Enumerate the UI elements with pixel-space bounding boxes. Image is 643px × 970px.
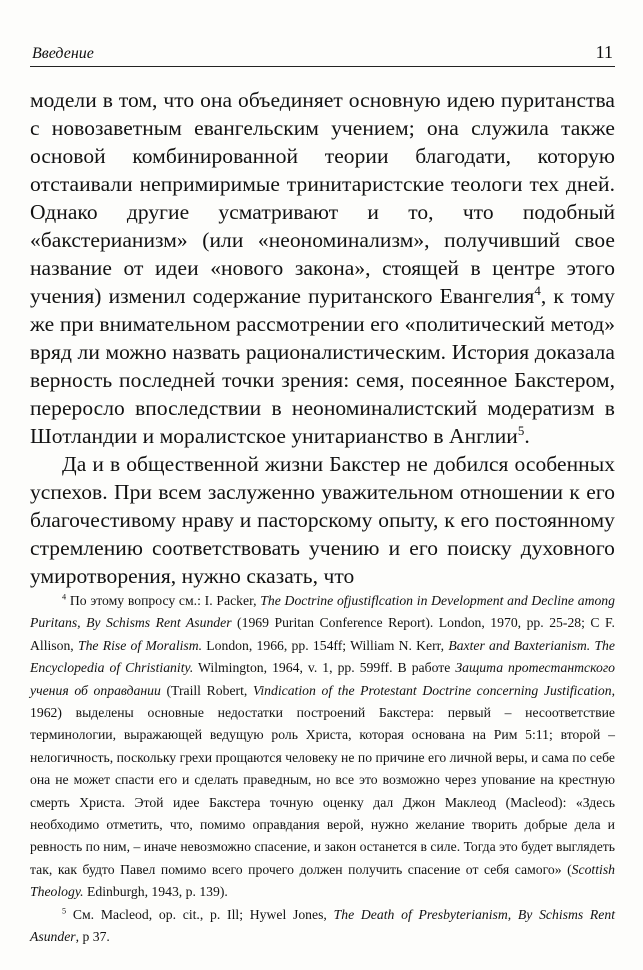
footnote-4-text-1: По этому вопросу см.: I. Packer, <box>66 593 261 608</box>
paragraph-1-part-b: , к тому же при внимательном рассмотрении его «политический метод» вряд ли можно назвать рационалистическим. История доказала верность последней точки зрения: семя, посеянное Бакстером, переросло впоследствии в неономиналистский модератизм в Шотландии и моралистское унитарианство в Англии <box>30 284 615 448</box>
paragraph-2: Да и в общественной жизни Бакстер не добился особенных успехов. При всем заслуженно уважительном отношении к его благочестивому нраву и пасторскому опыту, к его постоянному стремлению соответствовать учению и его поиску духовного умиротворения, нужно сказать, что <box>30 452 615 588</box>
footnote-5-text-1: См. Macleod, op. cit., p. Ill; Hywel Jones, <box>66 906 334 922</box>
footnote-4-text-7: Edinburgh, 1943, p. 139). <box>83 884 228 900</box>
footnote-5 <box>30 904 615 949</box>
footnote-4-text-6: , 1962) выделены основные недостатки построений Бакстера: первый – несоответствие терминологии, выражающей ведущую роль Христа, которая основана на Рим 5:11; второй – нелогичность, поскольку грехи прощаются человеку не по причине его личной веры, и сама по себе она не может спасти его и сделать праведным, но все это возможно через упование на крестную смерть Христа. Этой идее Бакстера точную оценку дал Джон Маклеод (Macleod): «Здесь необходимо отметить, что, помимо оправдания верой, нужно желание творить добрые дела и ревность по ним, – иначе невозможно спасение, и закон останется в силе. Тогда это будет выглядеть так, как будто Павел помимо всего прочего должен получить спасение от себя самого» ( <box>30 682 615 877</box>
footnote-4-title-1: The Doctrine ofjustiflcation in Development and Decline among Puritans, By Schisms Rent Asunder <box>30 593 615 631</box>
running-header <box>30 40 615 67</box>
paragraph-1-part-c: . <box>524 424 530 448</box>
footnote-4-text-2: (1969 Puritan Conference Report). London, 1970, pp. 25-28; C F. Allison, <box>30 615 615 653</box>
footnote-4-title-5: Vindication of the Protestant Doctrine concerning Justification <box>252 682 612 698</box>
footnote-5-title-1: The Death of Presbyterianism, By Schisms Rent Asunder <box>30 906 616 945</box>
page-number: 11 <box>595 42 613 62</box>
footnote-4-title-3: Baxter and Baxterianism. The Encyclopedia of Christianity. <box>30 637 615 676</box>
chapter-title: Введение <box>32 45 94 62</box>
main-text <box>30 86 615 590</box>
footnote-4-mark: 4 <box>62 592 67 602</box>
footnote-4-title-2: The Rise of Moralism. <box>77 637 203 653</box>
footnote-4-title-4: Защита протестантского учения об оправдании <box>30 660 615 698</box>
footnote-4-title-6: Scottish Theology. <box>30 861 615 900</box>
footnote-5-text-2: , p 37. <box>75 929 110 945</box>
footnote-ref-4[interactable]: 4 <box>534 283 541 298</box>
footnote-4-text-4: Wilmington, 1964, v. 1, pp. 599ff. В работе <box>193 660 456 676</box>
footnote-4-text-5: (Traill Robert, <box>160 682 253 698</box>
footnote-5-mark: 5 <box>62 906 67 916</box>
footnote-4 <box>30 590 615 904</box>
footnote-4-text-3: London, 1966, pp. 154ff; William N. Kerr, <box>202 637 449 653</box>
footnotes <box>30 590 615 949</box>
footnote-ref-5[interactable]: 5 <box>517 423 525 438</box>
paragraph-1 <box>30 86 615 450</box>
paragraph-1-part-a: модели в том, что она объединяет основную идею пуританства с новозаветным евангельским учением; она служила также основой комбинированной теории благодати, которую отстаивали непримиримые тринитаристские теологи тех дней. Однако другие усматривают и то, что подобный «бакстерианизм» (или «неономинализм», получивший свое название от идеи «нового закона», стоящей в центре этого учения) изменил содержание пуританского Евангелия <box>30 88 615 308</box>
